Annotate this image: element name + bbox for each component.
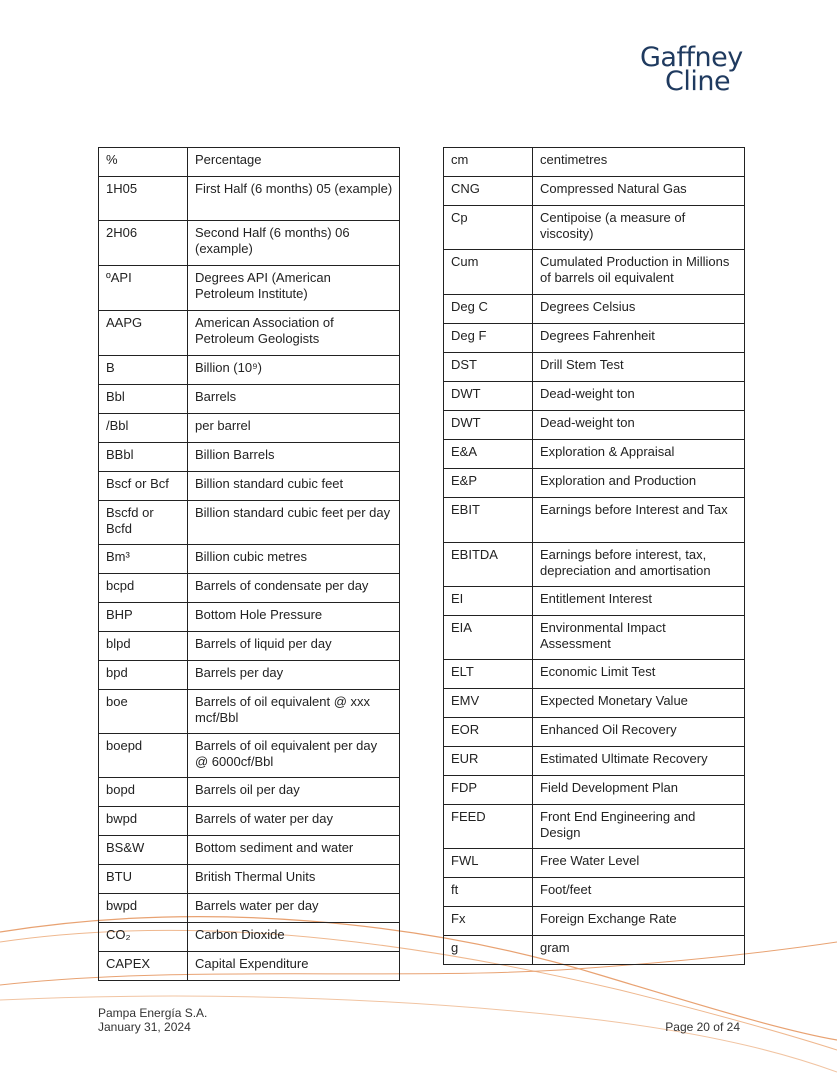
definition-cell: Environmental Impact Assessment bbox=[533, 616, 745, 660]
table-row bbox=[444, 498, 745, 543]
table-row bbox=[99, 266, 400, 311]
table-row bbox=[99, 472, 400, 501]
definition-cell: British Thermal Units bbox=[188, 865, 400, 894]
abbreviation-cell: % bbox=[99, 148, 188, 177]
abbreviation-cell: EMV bbox=[444, 689, 533, 718]
abbreviation-cell: Bscf or Bcf bbox=[99, 472, 188, 501]
abbreviation-cell: Bm³ bbox=[99, 545, 188, 574]
table-row bbox=[99, 807, 400, 836]
definition-cell: Billion standard cubic feet bbox=[188, 472, 400, 501]
definition-cell: Billion (10⁹) bbox=[188, 356, 400, 385]
footer-page-number: Page 20 of 24 bbox=[665, 1020, 740, 1034]
table-row bbox=[444, 440, 745, 469]
table-row bbox=[444, 206, 745, 250]
abbreviation-cell: EI bbox=[444, 587, 533, 616]
abbreviation-cell: boe bbox=[99, 690, 188, 734]
definition-cell: Foreign Exchange Rate bbox=[533, 907, 745, 936]
abbreviations-table-right bbox=[443, 147, 745, 965]
abbreviation-cell: ELT bbox=[444, 660, 533, 689]
definition-cell: Economic Limit Test bbox=[533, 660, 745, 689]
abbreviation-cell: g bbox=[444, 936, 533, 965]
abbreviation-cell: Cum bbox=[444, 250, 533, 295]
definition-cell: per barrel bbox=[188, 414, 400, 443]
table-row bbox=[99, 545, 400, 574]
abbreviation-cell: BBbl bbox=[99, 443, 188, 472]
table-row bbox=[444, 936, 745, 965]
logo-line-1: Gaffney bbox=[640, 42, 743, 73]
definition-cell: American Association of Petroleum Geologists bbox=[188, 311, 400, 356]
table-row bbox=[444, 747, 745, 776]
abbreviation-cell: cm bbox=[444, 148, 533, 177]
gaffney-cline-logo bbox=[630, 42, 750, 97]
table-row bbox=[444, 411, 745, 440]
definition-cell: Earnings before interest, tax, depreciation and amortisation bbox=[533, 543, 745, 587]
footer-company: Pampa Energía S.A. bbox=[98, 1006, 208, 1020]
abbreviation-cell: blpd bbox=[99, 632, 188, 661]
table-row bbox=[444, 689, 745, 718]
table-row bbox=[444, 324, 745, 353]
table-row bbox=[99, 952, 400, 981]
table-row bbox=[444, 805, 745, 849]
table-row bbox=[99, 443, 400, 472]
abbreviation-cell: 1H05 bbox=[99, 177, 188, 221]
abbreviation-cell: Deg F bbox=[444, 324, 533, 353]
abbreviations-table-left bbox=[98, 147, 400, 981]
abbreviation-cell: Deg C bbox=[444, 295, 533, 324]
abbreviation-cell: EIA bbox=[444, 616, 533, 660]
definition-cell: Entitlement Interest bbox=[533, 587, 745, 616]
table-row bbox=[99, 632, 400, 661]
abbreviation-cell: /Bbl bbox=[99, 414, 188, 443]
definition-cell: Drill Stem Test bbox=[533, 353, 745, 382]
table-row bbox=[444, 177, 745, 206]
definition-cell: Barrels of liquid per day bbox=[188, 632, 400, 661]
table-row bbox=[444, 907, 745, 936]
abbreviation-cell: Bbl bbox=[99, 385, 188, 414]
abbreviation-cell: DWT bbox=[444, 411, 533, 440]
abbreviation-cell: FEED bbox=[444, 805, 533, 849]
abbreviation-cell: AAPG bbox=[99, 311, 188, 356]
definition-cell: Billion Barrels bbox=[188, 443, 400, 472]
definition-cell: gram bbox=[533, 936, 745, 965]
definition-cell: Barrels of water per day bbox=[188, 807, 400, 836]
definition-cell: Earnings before Interest and Tax bbox=[533, 498, 745, 543]
abbreviation-cell: ft bbox=[444, 878, 533, 907]
definition-cell: Exploration and Production bbox=[533, 469, 745, 498]
abbreviation-cell: DST bbox=[444, 353, 533, 382]
definition-cell: Degrees Fahrenheit bbox=[533, 324, 745, 353]
abbreviation-cell: 2H06 bbox=[99, 221, 188, 266]
abbreviation-cell: bopd bbox=[99, 778, 188, 807]
abbreviation-cell: bpd bbox=[99, 661, 188, 690]
definition-cell: Percentage bbox=[188, 148, 400, 177]
table-row bbox=[444, 469, 745, 498]
table-row bbox=[444, 543, 745, 587]
abbreviation-cell: Bscfd or Bcfd bbox=[99, 501, 188, 545]
definition-cell: Dead-weight ton bbox=[533, 411, 745, 440]
table-row bbox=[99, 221, 400, 266]
definition-cell: Barrels of oil equivalent per day @ 6000cf/Bbl bbox=[188, 734, 400, 778]
definition-cell: Exploration & Appraisal bbox=[533, 440, 745, 469]
table-row bbox=[444, 250, 745, 295]
table-row bbox=[99, 734, 400, 778]
table-row bbox=[99, 690, 400, 734]
abbreviation-cell: ºAPI bbox=[99, 266, 188, 311]
definition-cell: Field Development Plan bbox=[533, 776, 745, 805]
definition-cell: Bottom sediment and water bbox=[188, 836, 400, 865]
table-row bbox=[444, 587, 745, 616]
definition-cell: Estimated Ultimate Recovery bbox=[533, 747, 745, 776]
definition-cell: First Half (6 months) 05 (example) bbox=[188, 177, 400, 221]
definition-cell: Barrels per day bbox=[188, 661, 400, 690]
table-row bbox=[444, 353, 745, 382]
table-row bbox=[99, 603, 400, 632]
definition-cell: Foot/feet bbox=[533, 878, 745, 907]
table-row bbox=[99, 661, 400, 690]
definition-cell: Front End Engineering and Design bbox=[533, 805, 745, 849]
abbreviation-cell: Cp bbox=[444, 206, 533, 250]
abbreviation-cell: CAPEX bbox=[99, 952, 188, 981]
abbreviation-cell: FWL bbox=[444, 849, 533, 878]
footer-date: January 31, 2024 bbox=[98, 1020, 191, 1034]
definition-cell: Barrels oil per day bbox=[188, 778, 400, 807]
abbreviation-cell: E&P bbox=[444, 469, 533, 498]
definition-cell: Dead-weight ton bbox=[533, 382, 745, 411]
table-row bbox=[99, 414, 400, 443]
abbreviation-cell: DWT bbox=[444, 382, 533, 411]
abbreviation-cell: FDP bbox=[444, 776, 533, 805]
table-row bbox=[99, 574, 400, 603]
table-row bbox=[99, 356, 400, 385]
footer-company-info bbox=[98, 1006, 207, 1034]
abbreviation-cell: bcpd bbox=[99, 574, 188, 603]
definition-cell: Second Half (6 months) 06 (example) bbox=[188, 221, 400, 266]
definition-cell: Billion cubic metres bbox=[188, 545, 400, 574]
table-row bbox=[444, 776, 745, 805]
table-row bbox=[444, 849, 745, 878]
definition-cell: Barrels of condensate per day bbox=[188, 574, 400, 603]
abbreviation-cell: BS&W bbox=[99, 836, 188, 865]
abbreviation-cell: bwpd bbox=[99, 807, 188, 836]
abbreviation-cell: E&A bbox=[444, 440, 533, 469]
table-row bbox=[444, 148, 745, 177]
abbreviation-cell: boepd bbox=[99, 734, 188, 778]
definition-cell: Capital Expenditure bbox=[188, 952, 400, 981]
definition-cell: Degrees Celsius bbox=[533, 295, 745, 324]
abbreviation-cell: BHP bbox=[99, 603, 188, 632]
abbreviation-cell: Fx bbox=[444, 907, 533, 936]
abbreviation-cell: CO₂ bbox=[99, 923, 188, 952]
definition-cell: Cumulated Production in Millions of barrels oil equivalent bbox=[533, 250, 745, 295]
table-row bbox=[99, 865, 400, 894]
definition-cell: Free Water Level bbox=[533, 849, 745, 878]
table-row bbox=[99, 177, 400, 221]
table-row bbox=[99, 385, 400, 414]
definition-cell: Bottom Hole Pressure bbox=[188, 603, 400, 632]
definition-cell: Barrels bbox=[188, 385, 400, 414]
table-row bbox=[444, 382, 745, 411]
definition-cell: Expected Monetary Value bbox=[533, 689, 745, 718]
table-row bbox=[444, 878, 745, 907]
definition-cell: Barrels water per day bbox=[188, 894, 400, 923]
abbreviation-cell: CNG bbox=[444, 177, 533, 206]
definition-cell: Carbon Dioxide bbox=[188, 923, 400, 952]
table-row bbox=[444, 616, 745, 660]
definition-cell: centimetres bbox=[533, 148, 745, 177]
abbreviation-cell: BTU bbox=[99, 865, 188, 894]
definition-cell: Enhanced Oil Recovery bbox=[533, 718, 745, 747]
abbreviation-cell: bwpd bbox=[99, 894, 188, 923]
definition-cell: Billion standard cubic feet per day bbox=[188, 501, 400, 545]
logo-line-2: Cline bbox=[665, 66, 731, 97]
table-row bbox=[99, 778, 400, 807]
table-row bbox=[99, 148, 400, 177]
definition-cell: Centipoise (a measure of viscosity) bbox=[533, 206, 745, 250]
table-row bbox=[444, 718, 745, 747]
abbreviation-cell: EBITDA bbox=[444, 543, 533, 587]
definition-cell: Degrees API (American Petroleum Institute) bbox=[188, 266, 400, 311]
table-row bbox=[444, 295, 745, 324]
table-row bbox=[99, 311, 400, 356]
abbreviation-cell: B bbox=[99, 356, 188, 385]
abbreviation-cell: EUR bbox=[444, 747, 533, 776]
table-row bbox=[444, 660, 745, 689]
table-row bbox=[99, 836, 400, 865]
definition-cell: Barrels of oil equivalent @ xxx mcf/Bbl bbox=[188, 690, 400, 734]
table-row bbox=[99, 923, 400, 952]
definition-cell: Compressed Natural Gas bbox=[533, 177, 745, 206]
table-row bbox=[99, 894, 400, 923]
abbreviation-cell: EBIT bbox=[444, 498, 533, 543]
abbreviation-cell: EOR bbox=[444, 718, 533, 747]
table-row bbox=[99, 501, 400, 545]
